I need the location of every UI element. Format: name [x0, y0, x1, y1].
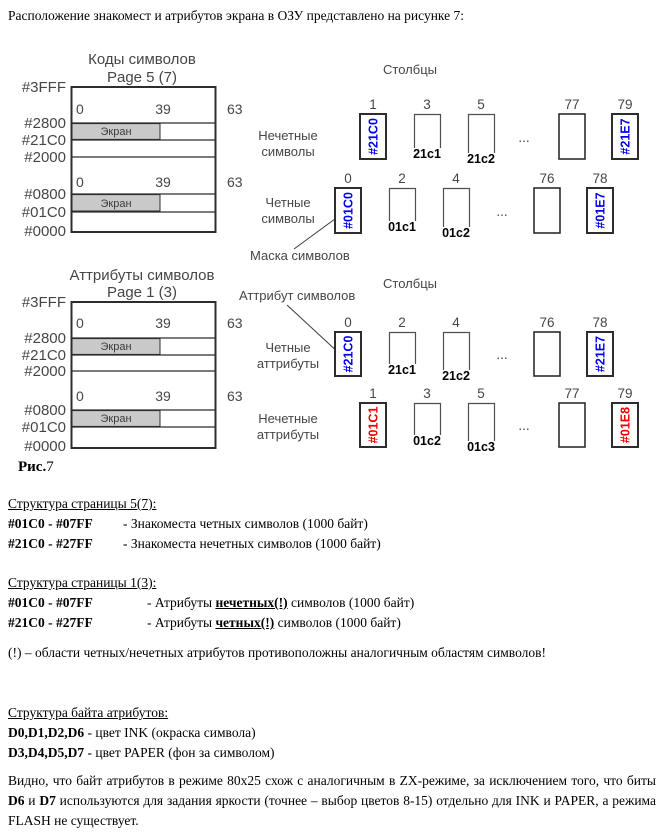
column-number: 2: [398, 315, 406, 330]
map-page-label: Page 5 (7): [106, 69, 178, 86]
section-attribute-byte: [8, 703, 656, 763]
map-address-label: #01C0: [21, 419, 66, 436]
columns-row-odd-symbols: [258, 97, 638, 166]
section-page5-structure: [8, 494, 656, 554]
map-address-label: #2800: [24, 330, 66, 347]
column-number: 0: [344, 315, 352, 330]
column-cell-label: 01c2: [413, 434, 441, 448]
map-address-label: #0800: [24, 402, 66, 419]
column-number: 78: [592, 171, 608, 186]
column-cell-label: 01c2: [442, 226, 470, 240]
column-number: 5: [477, 386, 485, 401]
address-range-row: [8, 613, 656, 633]
bits-desc: - цвет PAPER (фон за символом): [84, 745, 275, 760]
column-cell-label: 01c1: [388, 220, 416, 234]
address-range: #01C0 - #07FF: [8, 516, 93, 531]
column-address-vertical: #01C1: [366, 406, 381, 444]
column-box-plain: [559, 403, 585, 447]
address-range: #21C0 - #27FF: [8, 536, 93, 551]
section-title: Структура байта атрибутов:: [8, 705, 169, 720]
closing-bit: D6: [8, 793, 25, 808]
ellipsis: ...: [518, 130, 530, 145]
closing-part: и: [24, 793, 40, 808]
row-label: Четные: [265, 195, 311, 210]
map-page-label: Page 1 (3): [106, 284, 178, 301]
column-address-vertical: #01C0: [341, 192, 356, 229]
column-number: 3: [423, 97, 431, 112]
band-col-39: 39: [155, 388, 171, 404]
column-number: 77: [564, 386, 580, 401]
desc-part: символов (1000 байт): [274, 615, 401, 630]
column-cell-label: 21c1: [413, 147, 441, 161]
column-number: 1: [369, 386, 377, 401]
memory-map-codes: [22, 51, 243, 240]
band-col-63: 63: [227, 101, 243, 117]
column-number: 2: [398, 171, 406, 186]
map-address-label: #21C0: [21, 347, 66, 364]
mask-annotation-label: Маска символов: [250, 248, 350, 263]
column-address-vertical: #01E7: [593, 192, 608, 229]
intro-paragraph: Расположение знакомест и атрибутов экрана в ОЗУ представлено на рисунке 7:: [8, 8, 465, 23]
column-address-vertical: #21C0: [366, 118, 381, 155]
band-col-0: 0: [76, 101, 84, 117]
bits-row: [8, 743, 656, 763]
section-title: Структура страницы 1(3):: [8, 575, 157, 590]
column-number: 4: [452, 171, 460, 186]
column-cell-label: 01c3: [467, 440, 495, 454]
desc-part: - Атрибуты: [147, 595, 216, 610]
column-address-vertical: #21E7: [593, 335, 608, 373]
row-label: символы: [261, 211, 315, 226]
ellipsis: ...: [496, 204, 508, 219]
desc-part: символов (1000 байт): [287, 595, 415, 610]
figure-caption-number: 7: [46, 459, 54, 475]
columns-row-odd-attributes: [257, 386, 638, 454]
band-col-0: 0: [76, 388, 84, 404]
column-address-vertical: #21C0: [341, 335, 356, 373]
column-number: 3: [423, 386, 431, 401]
address-range-row: [8, 593, 656, 613]
column-address-vertical: #01E8: [618, 406, 633, 444]
columns-heading: Столбцы: [383, 62, 437, 77]
column-number: 76: [539, 315, 555, 330]
columns-row-even-symbols: [261, 171, 613, 240]
screen-label: Экран: [100, 413, 132, 425]
note-paragraph: (!) – области четных/нечетных атрибутов противоположны аналогичным областям символов!: [8, 645, 547, 660]
desc-emphasis: четных(!): [215, 615, 275, 630]
column-cell-label: 21c1: [388, 363, 416, 377]
row-label: Нечетные: [258, 411, 318, 426]
screen-label: Экран: [100, 341, 132, 353]
bits-list: D0,D1,D2,D6: [8, 725, 85, 740]
band-col-39: 39: [155, 174, 171, 190]
band-col-0: 0: [76, 174, 84, 190]
column-number: 77: [564, 97, 580, 112]
band-col-39: 39: [155, 315, 171, 331]
map-title: Коды символов: [88, 51, 196, 68]
row-label: символы: [261, 144, 315, 159]
figure-caption-word: Рис.: [18, 459, 47, 475]
address-desc: [147, 613, 401, 633]
address-desc: - Знакоместа нечетных символов (1000 байт): [123, 536, 381, 551]
figure-caption: [18, 459, 54, 475]
section-title: Структура страницы 5(7):: [8, 496, 157, 511]
column-number: 0: [344, 171, 352, 186]
map-address-label: #0000: [24, 223, 66, 240]
band-col-63: 63: [227, 315, 243, 331]
row-label: Четные: [265, 340, 311, 355]
address-desc: [147, 593, 414, 613]
closing-part: Видно, что байт атрибутов в режиме 80x25 схож с аналогичным в ZX-режиме, за исключением того, что биты: [8, 773, 656, 788]
screen-label: Экран: [100, 198, 132, 210]
attr-annotation-label: Аттрибут символов: [239, 288, 356, 303]
column-number: 4: [452, 315, 460, 330]
desc-part: - Атрибуты: [147, 615, 216, 630]
desc-emphasis: нечетных(!): [215, 595, 288, 610]
map-address-label: #01C0: [21, 204, 66, 221]
band-col-63: 63: [227, 174, 243, 190]
memory-map-attributes: [22, 267, 243, 455]
band-col-0: 0: [76, 315, 84, 331]
map-address-label: #2800: [24, 115, 66, 132]
map-address-label: #0800: [24, 186, 66, 203]
map-address-label: #21C0: [21, 132, 66, 149]
row-label: аттрибуты: [256, 427, 320, 442]
band-col-63: 63: [227, 388, 243, 404]
column-box-plain: [559, 114, 585, 159]
columns-row-even-attributes: [257, 315, 613, 383]
bits-row: [8, 723, 656, 743]
column-box-plain: [534, 188, 560, 233]
bits-desc: - цвет INK (окраска символа): [84, 725, 256, 740]
ellipsis: ...: [496, 347, 508, 362]
address-range: #01C0 - #07FF: [8, 595, 93, 610]
column-number: 76: [539, 171, 555, 186]
section-page1-structure: [8, 573, 656, 633]
address-range-row: [8, 514, 656, 534]
column-address-vertical: #21E7: [618, 118, 633, 155]
map-address-label: #3FFF: [21, 294, 66, 311]
address-range: #21C0 - #27FF: [8, 615, 93, 630]
column-number: 5: [477, 97, 485, 112]
map-address-label: #3FFF: [21, 79, 66, 96]
band-col-39: 39: [155, 101, 171, 117]
column-number: 79: [617, 386, 633, 401]
closing-bit: D7: [39, 793, 56, 808]
closing-part: используются для задания яркости (точнее – выбор цветов 8-15) отдельно для INK и PAPER, а режима FLASH не существует.: [8, 793, 656, 828]
columns-heading: Столбцы: [383, 276, 437, 291]
map-title: Аттрибуты символов: [69, 267, 215, 284]
column-cell-label: 21c2: [467, 152, 495, 166]
row-label: аттрибуты: [256, 356, 320, 371]
row-label: Нечетные: [258, 128, 318, 143]
column-box-plain: [534, 332, 560, 376]
screen-label: Экран: [100, 126, 132, 138]
column-number: 1: [369, 97, 377, 112]
map-address-label: #2000: [24, 363, 66, 380]
ellipsis: ...: [518, 418, 530, 433]
address-range-row: [8, 534, 656, 554]
map-address-label: #0000: [24, 438, 66, 455]
column-number: 79: [617, 97, 633, 112]
map-address-label: #2000: [24, 149, 66, 166]
closing-paragraph: [8, 771, 656, 831]
address-desc: - Знакоместа четных символов (1000 байт): [123, 516, 368, 531]
column-number: 78: [592, 315, 608, 330]
column-cell-label: 21c2: [442, 369, 470, 383]
bits-list: D3,D4,D5,D7: [8, 745, 85, 760]
